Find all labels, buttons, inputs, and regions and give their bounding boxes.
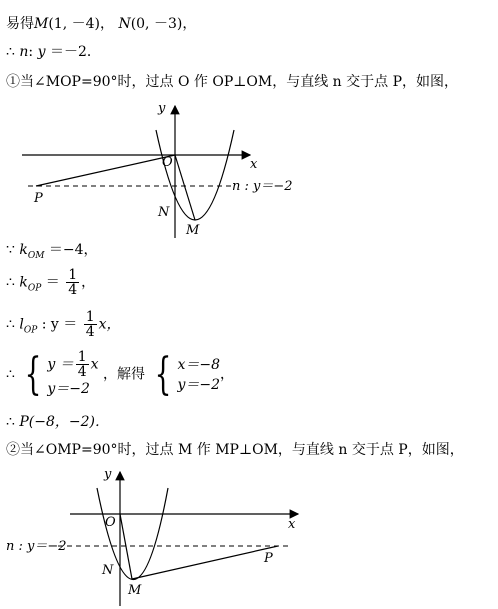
subscript-om: OM xyxy=(27,251,45,261)
equation-mid: : y ＝ xyxy=(41,316,78,333)
var-k: k xyxy=(19,242,28,258)
equation-value: ＝－2． xyxy=(49,44,101,60)
left-brace: { xyxy=(24,348,42,400)
case-two-heading: ②当∠OMP=90°时，过点 M 作 MP⊥OM，与直线 n 交于点 P，如图， xyxy=(6,442,464,458)
denominator: 4 xyxy=(77,364,87,380)
separator: ， xyxy=(99,16,114,32)
solve-text: ，解得 xyxy=(103,366,146,383)
therefore-symbol: ∴ xyxy=(6,44,15,60)
solve-system-line xyxy=(6,350,234,399)
var-l: l xyxy=(19,316,24,333)
label-n: N xyxy=(102,563,114,578)
equals: ＝ xyxy=(45,274,60,291)
line-end: ， xyxy=(81,274,96,291)
point-p-result xyxy=(6,412,109,432)
line-end: ， xyxy=(220,366,235,383)
segment-op xyxy=(36,155,175,186)
label-m: M xyxy=(186,223,200,238)
point-m-label: M xyxy=(34,16,49,32)
segment-mp xyxy=(132,546,278,579)
therefore-symbol: ∴ xyxy=(6,414,15,430)
system-row-1 xyxy=(47,350,98,379)
solution-x: x＝−8 xyxy=(177,356,221,373)
therefore-symbol: ∴ xyxy=(6,274,15,291)
var-n: n xyxy=(19,44,29,60)
numerator: 1 xyxy=(77,349,87,365)
fraction-quarter xyxy=(76,350,89,379)
var-y: y xyxy=(37,44,46,60)
figure-case-two xyxy=(0,466,498,609)
solution-y: y＝−2 xyxy=(177,376,221,393)
label-n: N xyxy=(158,205,170,220)
var-k: k xyxy=(19,274,28,291)
label-line-n: n : y＝−2 xyxy=(232,179,293,194)
label-y: y xyxy=(158,101,166,116)
case-one-heading: ①当∠MOP=90°时，过点 O 作 OP⊥OM，与直线 n 交于点 P，如图， xyxy=(6,74,458,90)
label-x: x xyxy=(250,157,258,172)
text-yide: 易得 xyxy=(6,16,34,32)
line-n-equation xyxy=(6,42,101,62)
label-m: M xyxy=(128,583,142,598)
label-line-n: n : y＝−2 xyxy=(6,539,67,554)
label-o: O xyxy=(105,515,116,530)
label-p: P xyxy=(264,551,273,566)
equation-end: x， xyxy=(98,316,121,333)
line-op-equation xyxy=(6,310,121,341)
given-points-line xyxy=(6,14,196,34)
line-end: ， xyxy=(182,16,197,32)
label-o: O xyxy=(162,155,173,170)
numerator: 1 xyxy=(68,267,78,283)
eq1-right: x xyxy=(90,356,99,373)
fraction-quarter xyxy=(84,310,97,339)
therefore-symbol: ∴ xyxy=(6,316,15,333)
eq1-left: y ＝ xyxy=(47,356,74,373)
label-y: y xyxy=(104,467,112,482)
left-brace-solution: { xyxy=(155,348,172,400)
segment-om xyxy=(175,155,195,220)
subscript-op: OP xyxy=(23,325,38,336)
therefore-symbol: ∴ xyxy=(6,366,15,383)
denominator: 4 xyxy=(68,282,78,298)
colon: : xyxy=(28,44,34,60)
point-n-coords: (0, －3) xyxy=(130,16,183,32)
because-symbol: ∵ xyxy=(6,242,15,258)
label-x: x xyxy=(288,517,296,532)
figure-case-one xyxy=(0,100,498,240)
slope-om-line xyxy=(6,240,98,266)
point-p-coords: P(−8，−2)． xyxy=(19,414,109,430)
label-p: P xyxy=(34,191,43,206)
point-m-coords: (1, －4) xyxy=(48,16,100,32)
system-row-2: y＝−2 xyxy=(47,381,90,397)
point-n-label: N xyxy=(118,16,131,32)
slope-op-line xyxy=(6,268,95,299)
solution-system xyxy=(177,355,220,395)
equation-system xyxy=(47,350,98,399)
denominator: 4 xyxy=(85,324,95,340)
subscript-op: OP xyxy=(27,283,42,294)
slope-value: ＝−4， xyxy=(48,242,98,258)
numerator: 1 xyxy=(85,309,95,325)
fraction-quarter xyxy=(66,268,79,297)
